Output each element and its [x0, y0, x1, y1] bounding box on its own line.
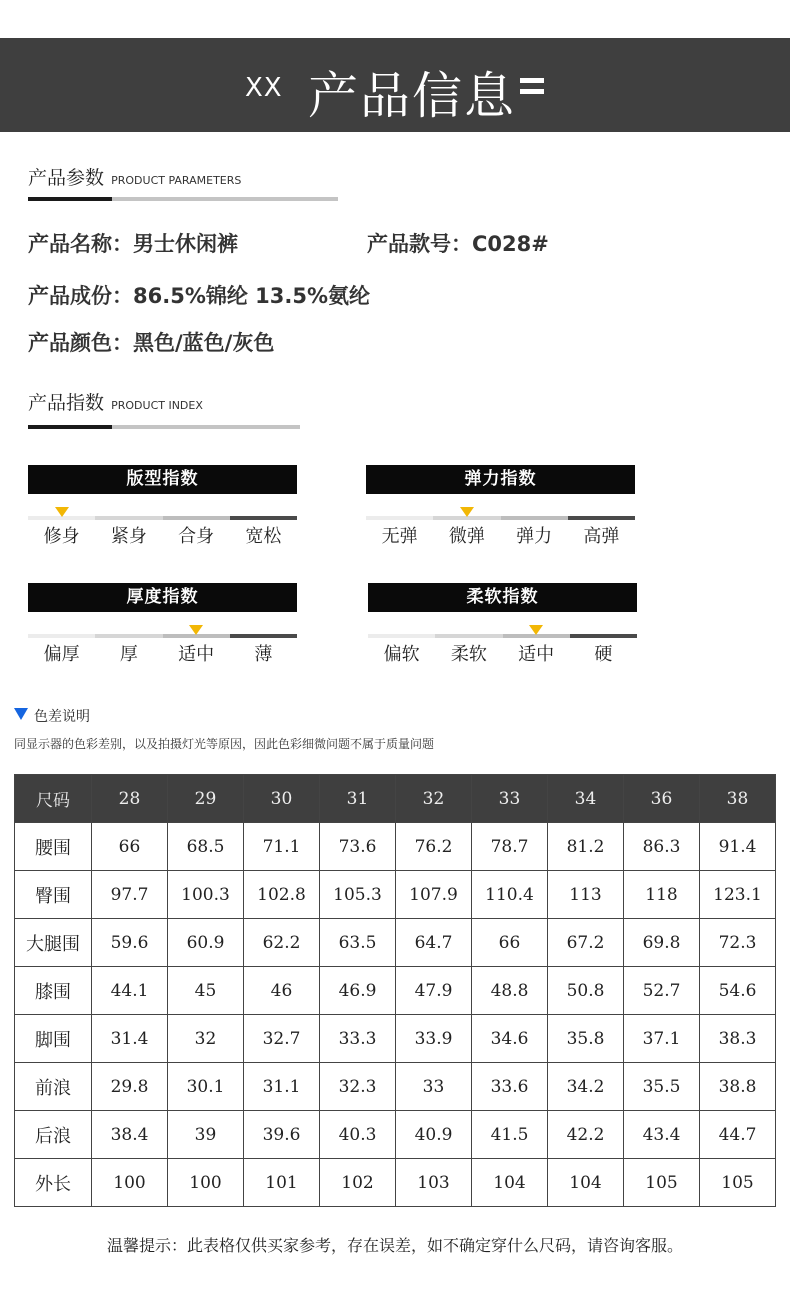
index-option: 硬 [594, 644, 613, 665]
row-label-cell: 腰围 [15, 823, 92, 871]
table-cell: 78.7 [472, 823, 548, 871]
table-cell: 72.3 [700, 919, 776, 967]
params-section-heading [28, 163, 241, 190]
index-title: 厚度指数 [28, 583, 297, 612]
table-cell: 46 [244, 967, 320, 1015]
table-cell: 105 [624, 1159, 700, 1207]
banner-prefix: XX [245, 73, 283, 103]
equals-icon [520, 56, 546, 96]
table-cell: 42.2 [548, 1111, 624, 1159]
table-cell: 73.6 [320, 823, 396, 871]
table-cell: 64.7 [396, 919, 472, 967]
index-option: 弹力 [516, 526, 553, 547]
index-option: 偏软 [383, 644, 420, 665]
header-cell: 尺码 [15, 775, 92, 823]
index-title: 弹力指数 [366, 465, 635, 494]
header-cell: 36 [624, 775, 700, 823]
table-cell: 113 [548, 871, 624, 919]
table-cell: 105.3 [320, 871, 396, 919]
table-cell: 86.3 [624, 823, 700, 871]
header-cell: 38 [700, 775, 776, 823]
index-option: 高弹 [583, 526, 620, 547]
table-cell: 44.1 [92, 967, 168, 1015]
product-colors: 产品颜色：黑色/蓝色/灰色 [28, 331, 275, 355]
table-row [15, 1111, 776, 1159]
table-cell: 46.9 [320, 967, 396, 1015]
row-label-cell: 臀围 [15, 871, 92, 919]
table-cell: 32 [168, 1015, 244, 1063]
index-option: 厚 [119, 644, 138, 665]
color-note-title: 色差说明 [34, 709, 90, 725]
table-cell: 76.2 [396, 823, 472, 871]
page-banner [0, 38, 790, 132]
table-cell: 66 [472, 919, 548, 967]
table-row [15, 967, 776, 1015]
table-cell: 69.8 [624, 919, 700, 967]
index-option: 柔软 [450, 644, 487, 665]
index-indicator-icon [189, 625, 203, 635]
banner-title: 产品信息 [308, 67, 516, 125]
table-cell: 107.9 [396, 871, 472, 919]
params-heading-underline [28, 197, 338, 201]
color-note-text: 同显示器的色彩差别，以及拍摄灯光等原因，因此色彩细微问题不属于质量问题 [14, 737, 435, 751]
index-indicator-icon [529, 625, 543, 635]
table-cell: 59.6 [92, 919, 168, 967]
index-track [366, 516, 635, 520]
table-cell: 118 [624, 871, 700, 919]
table-cell: 45 [168, 967, 244, 1015]
table-cell: 91.4 [700, 823, 776, 871]
table-cell: 102.8 [244, 871, 320, 919]
row-label-cell: 后浪 [15, 1111, 92, 1159]
table-cell: 31.4 [92, 1015, 168, 1063]
row-label-cell: 脚围 [15, 1015, 92, 1063]
index-option: 薄 [254, 644, 273, 665]
table-cell: 104 [548, 1159, 624, 1207]
header-cell: 33 [472, 775, 548, 823]
table-cell: 33.9 [396, 1015, 472, 1063]
table-cell: 40.3 [320, 1111, 396, 1159]
table-cell: 100 [92, 1159, 168, 1207]
table-cell: 81.2 [548, 823, 624, 871]
table-row [15, 1063, 776, 1111]
table-cell: 100.3 [168, 871, 244, 919]
down-triangle-icon [14, 708, 28, 720]
product-style-no: 产品款号：C028# [367, 232, 549, 256]
index-option: 宽松 [245, 526, 282, 547]
table-cell: 50.8 [548, 967, 624, 1015]
index-heading-cn: 产品指数 [28, 392, 105, 414]
index-option: 微弹 [448, 526, 485, 547]
table-cell: 100 [168, 1159, 244, 1207]
index-track [368, 634, 637, 638]
product-composition: 产品成份：86.5%锦纶 13.5%氨纶 [28, 284, 371, 308]
table-cell: 35.5 [624, 1063, 700, 1111]
color-note-heading [14, 706, 90, 726]
index-option: 无弹 [381, 526, 418, 547]
index-title: 柔软指数 [368, 583, 637, 612]
row-label-cell: 前浪 [15, 1063, 92, 1111]
table-cell: 48.8 [472, 967, 548, 1015]
table-cell: 33.6 [472, 1063, 548, 1111]
table-cell: 105 [700, 1159, 776, 1207]
table-cell: 34.2 [548, 1063, 624, 1111]
header-cell: 29 [168, 775, 244, 823]
table-cell: 43.4 [624, 1111, 700, 1159]
table-cell: 110.4 [472, 871, 548, 919]
index-section-heading [28, 388, 203, 415]
table-row [15, 871, 776, 919]
row-label-cell: 大腿围 [15, 919, 92, 967]
table-cell: 63.5 [320, 919, 396, 967]
table-cell: 71.1 [244, 823, 320, 871]
table-cell: 52.7 [624, 967, 700, 1015]
table-cell: 101 [244, 1159, 320, 1207]
index-option: 紧身 [110, 526, 147, 547]
table-cell: 97.7 [92, 871, 168, 919]
index-option: 适中 [178, 644, 215, 665]
index-indicator-icon [55, 507, 69, 517]
row-label-cell: 膝围 [15, 967, 92, 1015]
table-cell: 39.6 [244, 1111, 320, 1159]
header-cell: 32 [396, 775, 472, 823]
table-cell: 103 [396, 1159, 472, 1207]
index-track [28, 634, 297, 638]
params-heading-cn: 产品参数 [28, 167, 105, 189]
table-cell: 38.4 [92, 1111, 168, 1159]
table-cell: 66 [92, 823, 168, 871]
footer-note: 温馨提示：此表格仅供买家参考，存在误差，如不确定穿什么尺码，请咨询客服。 [106, 1236, 683, 1255]
index-block-thickness [28, 583, 297, 666]
header-cell: 28 [92, 775, 168, 823]
table-cell: 35.8 [548, 1015, 624, 1063]
index-option: 适中 [518, 644, 555, 665]
size-table [14, 774, 776, 1207]
table-cell: 102 [320, 1159, 396, 1207]
table-cell: 34.6 [472, 1015, 548, 1063]
table-cell: 29.8 [92, 1063, 168, 1111]
params-heading-en: PRODUCT PARAMETERS [111, 174, 242, 187]
table-cell: 39 [168, 1111, 244, 1159]
table-row [15, 823, 776, 871]
table-cell: 40.9 [396, 1111, 472, 1159]
table-cell: 38.3 [700, 1015, 776, 1063]
table-cell: 44.7 [700, 1111, 776, 1159]
table-cell: 33 [396, 1063, 472, 1111]
index-title: 版型指数 [28, 465, 297, 494]
row-label-cell: 外长 [15, 1159, 92, 1207]
table-cell: 54.6 [700, 967, 776, 1015]
table-row [15, 919, 776, 967]
table-cell: 60.9 [168, 919, 244, 967]
table-cell: 68.5 [168, 823, 244, 871]
table-cell: 30.1 [168, 1063, 244, 1111]
table-cell: 123.1 [700, 871, 776, 919]
index-option: 偏厚 [43, 644, 80, 665]
header-cell: 31 [320, 775, 396, 823]
index-indicator-icon [460, 507, 474, 517]
index-block-elasticity [366, 465, 635, 548]
index-block-fit [28, 465, 297, 548]
table-cell: 47.9 [396, 967, 472, 1015]
table-cell: 37.1 [624, 1015, 700, 1063]
table-cell: 104 [472, 1159, 548, 1207]
table-cell: 33.3 [320, 1015, 396, 1063]
table-row [15, 1015, 776, 1063]
size-table-header [15, 775, 776, 823]
table-cell: 38.8 [700, 1063, 776, 1111]
index-heading-underline [28, 425, 300, 429]
index-option: 修身 [43, 526, 80, 547]
table-cell: 41.5 [472, 1111, 548, 1159]
product-name: 产品名称：男士休闲裤 [28, 232, 238, 256]
header-cell: 34 [548, 775, 624, 823]
table-cell: 32.3 [320, 1063, 396, 1111]
index-block-softness [368, 583, 637, 666]
index-option: 合身 [178, 526, 215, 547]
index-heading-en: PRODUCT INDEX [111, 399, 203, 412]
table-cell: 31.1 [244, 1063, 320, 1111]
table-cell: 67.2 [548, 919, 624, 967]
header-cell: 30 [244, 775, 320, 823]
table-cell: 62.2 [244, 919, 320, 967]
table-cell: 32.7 [244, 1015, 320, 1063]
table-row [15, 1159, 776, 1207]
